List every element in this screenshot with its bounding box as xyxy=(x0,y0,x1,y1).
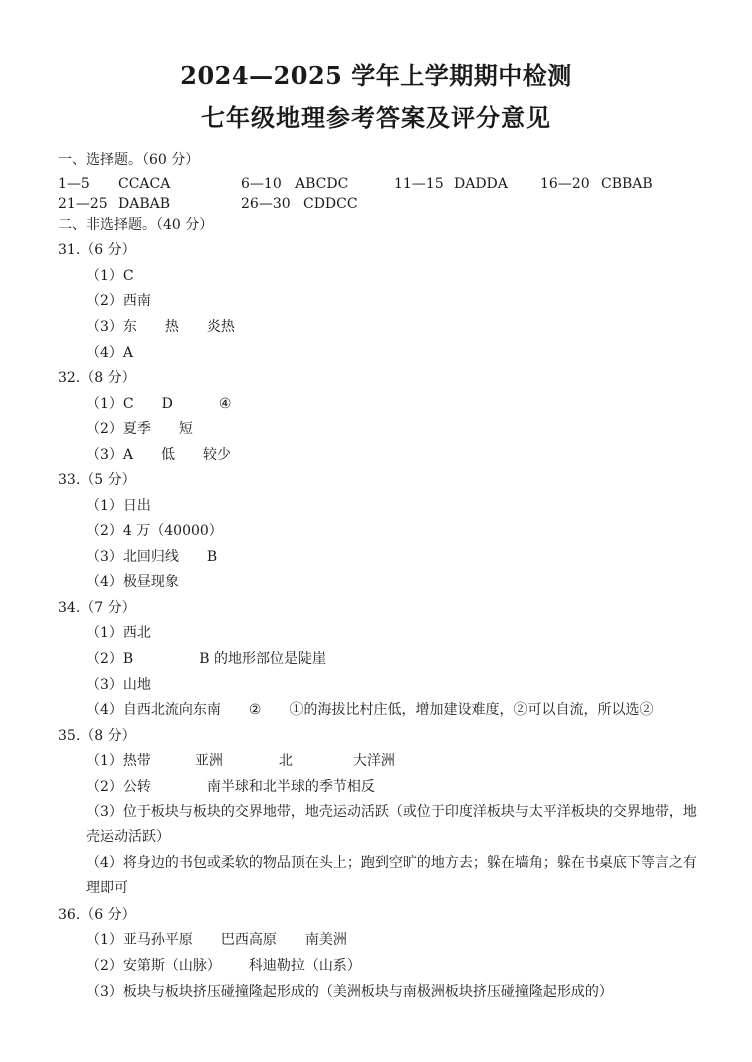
mc-answers: CCACA xyxy=(118,176,171,192)
answer-part: （3）东 xyxy=(86,319,137,335)
answer-part: （4）自西北流向东南 xyxy=(86,702,221,718)
mc-answers: ABCDC xyxy=(295,176,349,192)
answer-part: ①的海拔比村庄低，增加建设难度，②可以自流，所以选② xyxy=(289,702,654,718)
answer-part: B 的地形部位是陡崖 xyxy=(199,651,326,667)
answer-part: 炎热 xyxy=(206,319,235,335)
answer-part: （4）极昼现象 xyxy=(86,574,179,590)
q33-answer-1 xyxy=(86,497,179,515)
q31-answer-1 xyxy=(86,267,162,285)
answer-part: ② xyxy=(248,702,262,718)
answer-part: （1）西北 xyxy=(86,625,151,641)
mc-range: 6—10 xyxy=(241,176,282,192)
q32-answer-2 xyxy=(86,420,221,438)
q34-answer-2 xyxy=(86,650,354,668)
answer-part: 巴西高原 xyxy=(220,932,277,948)
q35-answer-4: （4）将身边的书包或柔软的物品顶在头上；跑到空旷的地方去；躲在墙角；躲在书桌底下等言之有理即可 xyxy=(86,855,697,896)
answer-part: （3）A xyxy=(86,447,134,463)
mc-answers: DABAB xyxy=(118,196,171,212)
q36-answer-2 xyxy=(86,957,389,975)
q31-answer-2 xyxy=(86,292,179,310)
title-line-2: 七年级地理参考答案及评分意见 xyxy=(201,103,551,132)
answer-part: 南半球和北半球的季节相反 xyxy=(206,779,375,795)
answer-part: （2）公转 xyxy=(86,779,151,795)
q34-answer-4 xyxy=(86,701,653,719)
answer-part: 较少 xyxy=(203,447,232,463)
answer-part: B xyxy=(206,549,218,565)
title-line-1: 2024—2025 学年上学期期中检测 xyxy=(180,61,572,90)
q33-answer-4 xyxy=(86,573,207,591)
question-36-title: 36.（6 分） xyxy=(58,907,136,923)
mc-range: 26—30 xyxy=(241,196,291,212)
answer-part: 科迪勒拉（山系） xyxy=(248,958,361,974)
answer-part: （3）山地 xyxy=(86,677,151,693)
section-2-heading: 二、非选择题。（40 分） xyxy=(58,217,214,233)
mc-answers: CDDCC xyxy=(303,196,358,212)
answer-part: 北 xyxy=(278,753,293,769)
answer-part: ④ xyxy=(218,396,232,412)
mc-range: 11—15 xyxy=(394,176,444,192)
answer-part: （1）C xyxy=(86,268,134,284)
answer-part: 低 xyxy=(161,447,176,463)
question-33-title: 33.（5 分） xyxy=(58,472,136,488)
mc-answer-row-1 xyxy=(58,175,698,193)
answer-part: 短 xyxy=(178,421,193,437)
mc-answers: CBBAB xyxy=(601,176,653,192)
answer-part: （2）安第斯（山脉） xyxy=(86,958,221,974)
q31-answer-4 xyxy=(86,344,161,362)
answer-part: （2）B xyxy=(86,651,134,667)
question-34-title: 34.（7 分） xyxy=(58,600,136,616)
q35-answer-1 xyxy=(86,752,423,770)
answer-part: （3）板块与板块挤压碰撞隆起形成的（美洲板块与南极洲板块挤压碰撞隆起形成的） xyxy=(86,984,613,1000)
answer-part: （3）北回归线 xyxy=(86,549,179,565)
q34-answer-3 xyxy=(86,676,179,694)
answer-part: D xyxy=(161,396,173,412)
answer-part: （1）热带 xyxy=(86,753,151,769)
section-1-heading: 一、选择题。（60 分） xyxy=(58,152,200,168)
answer-part: （1）日出 xyxy=(86,498,151,514)
question-31-title: 31.（6 分） xyxy=(58,242,136,258)
q32-answer-3 xyxy=(86,446,259,464)
q33-answer-2 xyxy=(86,522,251,540)
mc-answer-row-2 xyxy=(58,195,698,213)
mc-range: 1—5 xyxy=(58,176,90,192)
answer-part: 南美洲 xyxy=(304,932,347,948)
answer-part: 亚洲 xyxy=(194,753,223,769)
q35-answer-3: （3）位于板块与板块的交界地带，地壳运动活跃（或位于印度洋板块与太平洋板块的交界地带，地壳运动活跃） xyxy=(86,804,697,845)
answer-part: （2）4 万（40000） xyxy=(86,523,223,539)
q35-answer-2 xyxy=(86,778,403,796)
q31-answer-3 xyxy=(86,318,263,336)
mc-range: 16—20 xyxy=(540,176,590,192)
answer-part: （4）A xyxy=(86,345,134,361)
answer-part: （2）西南 xyxy=(86,293,151,309)
mc-answers: DADDA xyxy=(454,176,508,192)
answer-part: 大洋洲 xyxy=(352,753,395,769)
question-32-title: 32.（8 分） xyxy=(58,370,136,386)
question-35-title: 35.（8 分） xyxy=(58,728,136,744)
q36-answer-1 xyxy=(86,931,375,949)
q36-answer-3 xyxy=(86,983,641,1001)
answer-part: （2）夏季 xyxy=(86,421,151,437)
q34-answer-1 xyxy=(86,624,179,642)
mc-range: 21—25 xyxy=(58,196,108,212)
q32-answer-1 xyxy=(86,395,259,413)
q33-answer-3 xyxy=(86,548,245,566)
answer-part: （1）C xyxy=(86,396,134,412)
answer-part: 热 xyxy=(164,319,179,335)
answer-part: （1）亚马孙平原 xyxy=(86,932,193,948)
